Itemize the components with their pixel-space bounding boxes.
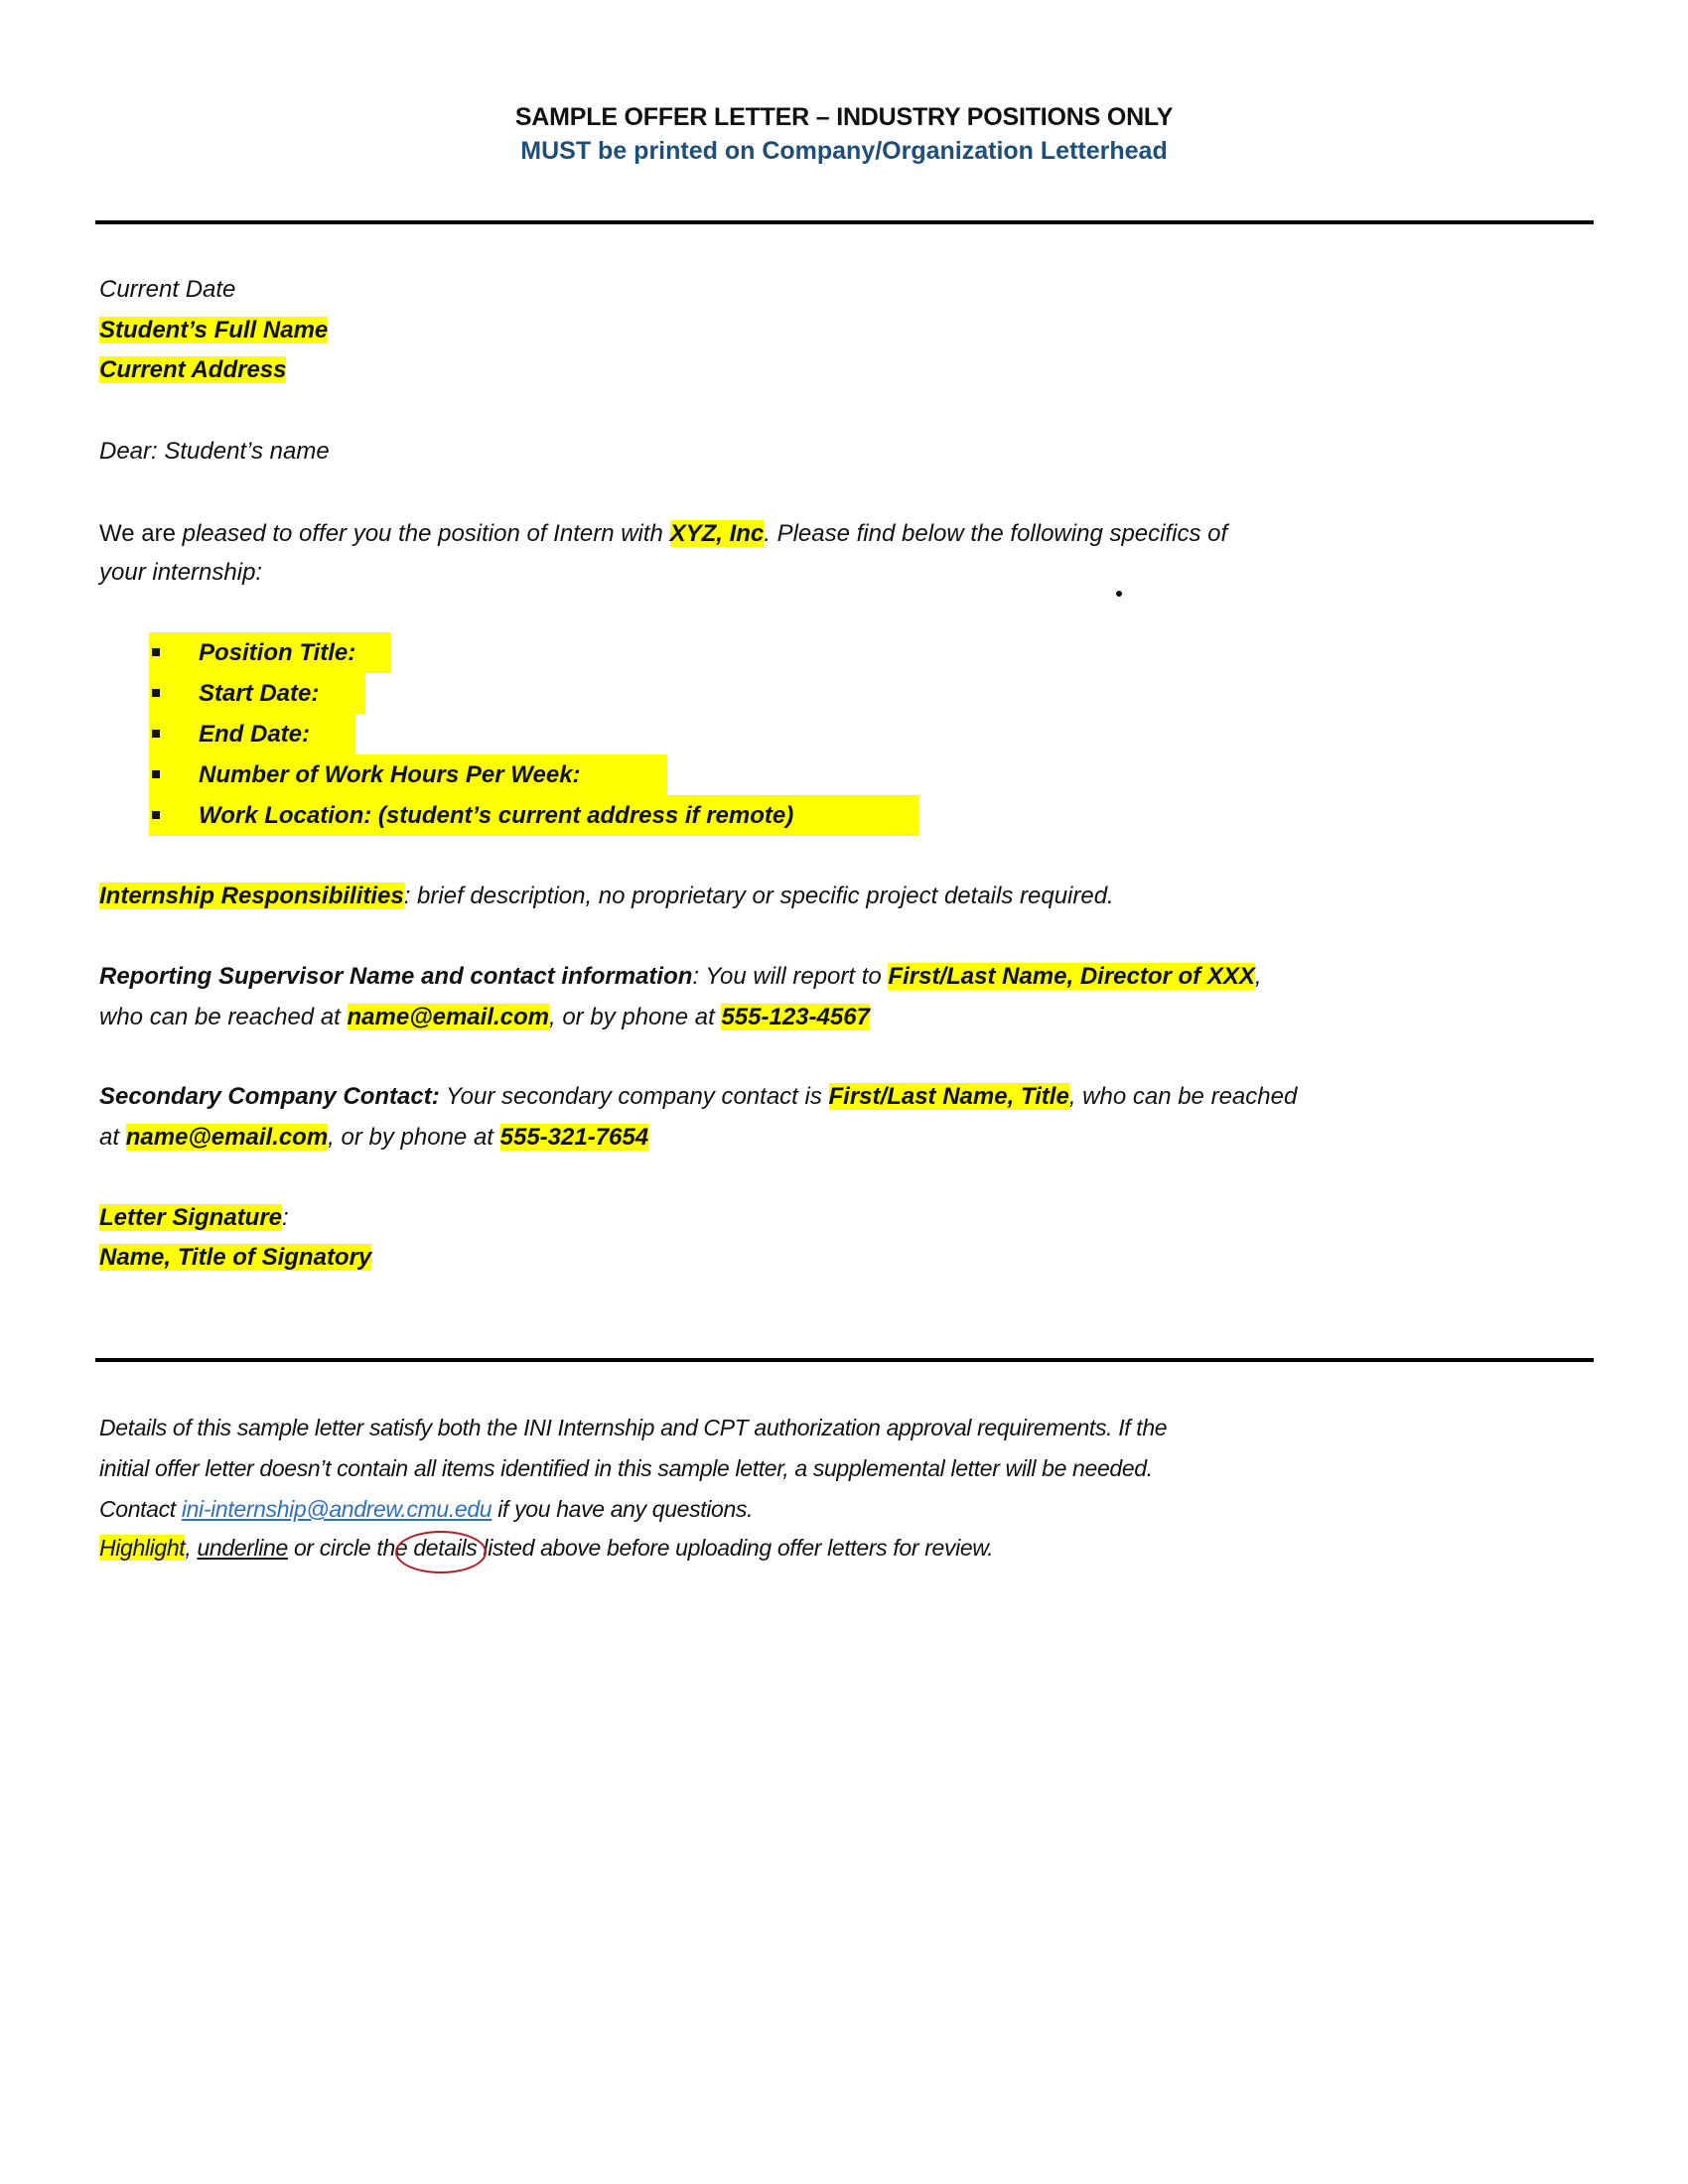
circle-example: circle [319, 1535, 371, 1561]
note-contact-text: Contact [99, 1496, 182, 1522]
supervisor-phone: 555-123-4567 [721, 1004, 870, 1030]
note-line-1: Details of this sample letter satisfy both the INI Internship and CPT authorization approval requirements. If the [99, 1415, 1168, 1440]
supervisor-label: Reporting Supervisor Name and contact information [99, 963, 693, 990]
intro-line-2: your internship: [99, 559, 263, 586]
signatory-name: Name, Title of Signatory [99, 1244, 372, 1271]
secondary-name: First/Last Name, Title [828, 1083, 1069, 1110]
list-item-label: End Date: [199, 721, 311, 748]
top-divider [95, 220, 1594, 224]
supervisor-line2-text-2: , or by phone at [549, 1004, 722, 1030]
square-bullet-icon [152, 770, 160, 778]
secondary-line-1 [99, 1082, 1297, 1112]
signature-colon: : [282, 1204, 289, 1231]
secondary-text-2: , who can be reached [1068, 1083, 1298, 1110]
current-date: Current Date [99, 276, 236, 303]
note-line-2: initial offer letter doesn’t contain all items identified in this sample letter, a supplemental letter will be needed. [99, 1455, 1153, 1481]
list-item-label: Position Title: [199, 639, 356, 666]
note-questions-text: if you have any questions. [492, 1496, 754, 1522]
responsibilities-text: : brief description, no proprietary or specific project details required. [403, 883, 1114, 909]
list-item-work-location [149, 795, 918, 836]
list-item-label: Number of Work Hours Per Week: [199, 761, 581, 788]
bottom-divider [95, 1358, 1594, 1362]
stray-dot [1116, 591, 1122, 597]
signature-line-1 [99, 1203, 289, 1233]
supervisor-email: name@email.com [347, 1004, 549, 1030]
signature-label: Letter Signature [99, 1204, 283, 1231]
document-subtitle: MUST be printed on Company/Organization Letterhead [520, 137, 1168, 165]
list-item-work-hours [149, 754, 667, 795]
supervisor-line-2 [99, 1003, 870, 1032]
list-item-start-date [149, 673, 365, 714]
square-bullet-icon [152, 689, 160, 697]
student-full-name [99, 316, 328, 345]
current-address-highlight: Current Address [99, 356, 287, 383]
note-or: or [287, 1535, 320, 1561]
company-name: XYZ, Inc [669, 520, 765, 547]
contact-email-link[interactable]: ini-internship@andrew.cmu.edu [181, 1496, 492, 1522]
note-sep: , [185, 1535, 198, 1561]
underline-example: underline [197, 1535, 288, 1561]
student-full-name-highlight: Student’s Full Name [99, 317, 329, 343]
intro-text-2: . Please find below the following specifics of [764, 520, 1228, 547]
note-line-3 [99, 1494, 753, 1524]
note-rest: the details listed above before uploading offer letters for review. [370, 1535, 994, 1561]
supervisor-line2-text-1: who can be reached at [99, 1004, 348, 1030]
supervisor-name: First/Last Name, Director of XXX [888, 963, 1255, 990]
secondary-label: Secondary Company Contact: [99, 1083, 440, 1110]
square-bullet-icon [152, 811, 160, 819]
supervisor-text-1: : You will report to [692, 963, 889, 990]
secondary-phone: 555-321-7654 [499, 1124, 649, 1151]
secondary-line2-text-1: at [99, 1124, 126, 1151]
document-title: SAMPLE OFFER LETTER – INDUSTRY POSITIONS ONLY [514, 103, 1174, 131]
list-item-end-date [149, 714, 355, 754]
intro-lead: We are [99, 520, 183, 547]
responsibilities-label: Internship Responsibilities [99, 883, 404, 909]
salutation: Dear: Student’s name [99, 438, 330, 465]
responsibilities-line [99, 882, 1114, 911]
intro-text-1: pleased to offer you the position of Intern with [182, 520, 670, 547]
secondary-email: name@email.com [125, 1124, 329, 1151]
specifics-list [149, 632, 915, 841]
list-item-position-title [149, 632, 391, 673]
supervisor-line-1 [99, 962, 1262, 992]
current-address [99, 355, 286, 385]
highlight-example: Highlight [99, 1535, 186, 1561]
note-line-4 [99, 1533, 993, 1563]
list-item-label: Start Date: [199, 680, 320, 707]
secondary-line2-text-2: , or by phone at [328, 1124, 500, 1151]
supervisor-text-2: , [1254, 963, 1262, 990]
secondary-line-2 [99, 1123, 648, 1153]
signature-line-2 [99, 1243, 371, 1273]
square-bullet-icon [152, 648, 160, 656]
secondary-text-1: Your secondary company contact is [439, 1083, 829, 1110]
red-circle-annotation [395, 1531, 487, 1573]
list-item-label: Work Location: (student’s current address if remote) [199, 802, 794, 829]
square-bullet-icon [152, 730, 160, 738]
intro-line-1 [99, 519, 1227, 549]
